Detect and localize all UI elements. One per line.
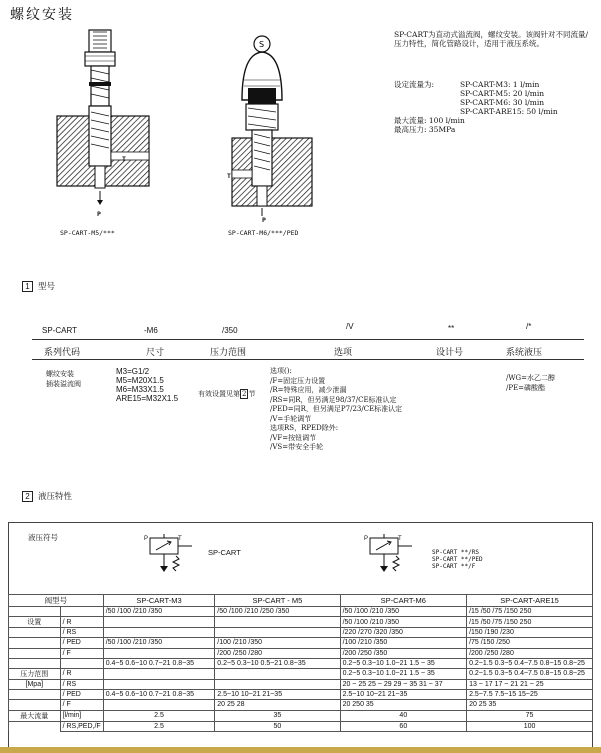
header-series: 系列代码 [44,348,81,358]
table-cell-m5: 35 [215,710,340,721]
table-cell-m6: /200 /250 /350 [340,648,467,658]
section-1-title: 型号 [38,281,56,291]
code-option: /V [346,322,354,331]
model-code-row [32,318,584,340]
table-cell-m6: 60 [340,721,467,731]
code-pressure: /350 [222,326,238,335]
table-cell-m5: /200 /250 /280 [215,648,340,658]
size-item: ARE15=M32X1.5 [116,394,179,403]
table-cell-m6: /50 /100 /210 /350 [340,607,467,617]
table-cell-m5: /100 /210 /350 [215,638,340,648]
table-cell-group [9,721,61,731]
table-cell-m5: 0.2~5 0.3~10 0.5~21 0.8~35 [215,658,340,668]
table-cell-group: 压力范围 [9,668,61,679]
table-cell-sub [60,658,103,668]
section-2-heading [22,490,72,502]
table-cell-sub: / R [60,668,103,679]
header-design: 设计号 [436,348,464,358]
hydraulic-symbol-right-icon [360,534,420,582]
option-item: 选项(): [270,367,292,375]
table-cell-m3: 0.4~5 0.6~10 0.7~21 0.8~35 [103,690,215,700]
spec-block [394,80,558,134]
pressure-note-ref[interactable]: 2 [242,390,247,398]
flow-m5: SP-CART-M5: 20 l/min [460,89,545,98]
table-row [9,690,593,700]
table-cell-m6: 20 250 35 [340,700,467,710]
flow-label: 设定流量为: [394,80,435,89]
size-item: M3=G1/2 [116,367,150,376]
valve-cross-section-left [55,26,155,216]
table-cell-m5 [215,617,340,628]
table-cell-group [9,700,61,710]
table-cell-m6: /100 /210 /350 [340,638,467,648]
table-cell-sub: / RS,PED,/F [60,721,103,731]
table-cell-are: 13 ~ 17 17 ~ 21 21 ~ 25 [467,679,593,689]
table-cell-m3 [103,648,215,658]
option-item: /RS=同R，但另满足98/37/CE标准认定 [270,395,397,404]
table-cell-m5 [215,668,340,679]
table-cell-m3: /50 /100 /210 /350 [103,638,215,648]
footer-bar [0,747,601,753]
page-title: 螺纹安装 [10,7,74,23]
pressure-note-text: 有效设置见第 [198,390,240,398]
table-cell-are: 75 [467,710,593,721]
table-cell-m5 [215,679,340,689]
table-cell-m6: 20 ~ 25 25 ~ 29 29 ~ 35 31 ~ 37 [340,679,467,689]
header-cell: SP-CART-M6 [340,595,467,607]
table-row [9,721,593,731]
option-item: /VS=带安全手轮 [270,443,324,451]
table-cell-are: /75 /150 /250 [467,638,593,648]
option-item: /V=手轮调节 [270,414,312,423]
section-2-title: 液压特性 [38,491,73,501]
port-t-label: T [122,155,126,163]
pressure-note-suffix: 节 [248,390,256,398]
table-cell-are: 0.2~1.5 0.3~5 0.4~7.5 0.8~15 0.8~25 [467,668,593,679]
header-size: 尺寸 [146,348,165,358]
symbol-right-line: SP-CART **/RS [432,549,479,556]
table-cell-group: 最大流量 [9,710,61,721]
table-row [9,607,593,617]
table-cell-m3: 2.5 [103,710,215,721]
valve-cross-section-right [230,30,320,220]
table-cell-sub: / R [60,617,103,628]
max-flow: 最大流量: 100 l/min [394,116,465,125]
port-p-label: P [97,210,101,218]
table-cell-m3 [103,668,215,679]
table-row [9,710,593,721]
figure-caption-left: SP-CART-M5/*** [60,229,115,237]
header-cell: SP-CART-ARE15 [467,595,593,607]
header-cell: SP-CART-M3 [103,595,215,607]
model-description-row [32,360,584,460]
table-cell-sub: [l/min] [60,710,103,721]
header-cell: 阀型号 [9,595,104,607]
fluid-item: /WG=水乙二醇 [506,374,556,382]
symbol-right-t: T [398,536,402,542]
symbol-label: 液压符号 [28,533,58,542]
table-cell-group [9,638,61,648]
series-desc-line: 螺纹安装 [46,370,74,378]
symbol-right-p: P [364,536,369,542]
table-cell-m5: 2.5~10 10~21 21~35 [215,690,340,700]
max-pressure: 最高压力: 35MPa [394,125,456,134]
table-row [9,628,593,638]
size-list [116,367,178,403]
table-row [9,668,593,679]
table-cell-m6: /50 /100 /210 /350 [340,617,467,628]
table-cell-sub: / RS [60,628,103,638]
table-cell-m3: 0.4~5 0.6~10 0.7~21 0.8~35 [103,658,215,668]
figure-caption-right: SP-CART-M6/***/PED [228,229,299,237]
table-row [9,648,593,658]
size-item: M5=M20X1.5 [116,376,164,385]
table-cell-m6: 0.2~5 0.3~10 1.0~21 1.5 ~ 35 [340,668,467,679]
model-header-row [32,340,584,360]
table-cell-m6: 40 [340,710,467,721]
series-desc [46,370,81,389]
table-cell-group [9,658,61,668]
table-cell-are: /200 /250 /280 [467,648,593,658]
code-design: ** [448,324,455,333]
table-cell-m3: /50 /100 /210 /350 [103,607,215,617]
options-list [270,367,402,453]
model-code-table [32,318,584,460]
table-cell-m5 [215,628,340,638]
port-t-label-right: T [227,172,231,180]
table-cell-are: 100 [467,721,593,731]
table-cell-m3: 2.5 [103,721,215,731]
table-row [9,617,593,628]
table-cell-sub: / RS [60,679,103,689]
fluid-item: /PE=磷酸酯 [506,383,546,392]
svg-text:S: S [259,40,265,49]
option-item: 选项RS，RPED除外: [270,424,339,432]
header-fluid: 系统液压 [506,348,543,358]
header-option: 选项 [334,348,353,358]
table-cell-are: 20 25 35 [467,700,593,710]
option-item: /R=特殊应用，减少泄漏 [270,386,347,394]
symbol-left-t: T [178,536,182,542]
table-cell-group: 设置 [9,617,61,628]
table-cell-sub: / PED [60,690,103,700]
table-cell-sub [60,607,103,617]
table-row [9,700,593,710]
symbol-right-line: SP-CART **/F [432,563,476,570]
flow-m6: SP-CART-M6: 30 l/min [460,98,545,107]
table-cell-m3 [103,700,215,710]
table-cell-are: /15 /50 /75 /150 250 [467,617,593,628]
symbol-right-line: SP-CART **/PED [432,556,483,563]
option-item: /PED=同R，但另满足P7/23/CE标准认定 [270,405,403,413]
size-item: M6=M33X1.5 [116,385,164,394]
code-series: SP-CART [42,326,77,335]
table-cell-are: 0.2~1.5 0.3~5 0.4~7.5 0.8~15 0.8~25 [467,658,593,668]
option-item: /VF=按钮调节 [270,433,317,442]
fluid-list [506,374,555,393]
table-cell-sub: / F [60,700,103,710]
table-row [9,658,593,668]
table-cell-sub: / F [60,648,103,658]
section-1-number: 1 [22,281,33,292]
option-item: /F=固定压力设置 [270,376,326,385]
section-1-heading [22,280,55,292]
header-pressure: 压力范围 [210,348,247,358]
table-cell-group [9,607,61,617]
section-2-number: 2 [22,491,33,502]
table-cell-m5: 20 25 28 [215,700,340,710]
table-cell-m5: /50 /100 /210 /250 /350 [215,607,340,617]
table-cell-are: /150 /190 /230 [467,628,593,638]
table-cell-group [9,628,61,638]
table-cell-m5: 50 [215,721,340,731]
symbol-left-text: SP-CART [208,548,241,557]
hydraulic-characteristics-table [8,594,593,732]
table-cell-m3 [103,617,215,628]
table-cell-m6: /220 /270 /320 /350 [340,628,467,638]
pressure-note [198,390,255,400]
code-size: -M6 [144,326,158,335]
table-row [9,638,593,648]
flow-m3: SP-CART-M3: 1 l/min [460,80,540,89]
table-cell-are: /15 /50 /75 /150 250 [467,607,593,617]
table-cell-group [9,648,61,658]
flow-are15: SP-CART-ARE15: 50 l/min [460,107,558,116]
table-header-row [9,595,593,607]
table-row [9,679,593,689]
table-cell-m6: 0.2~5 0.3~10 1.0~21 1.5 ~ 35 [340,658,467,668]
table-cell-group [9,690,61,700]
symbol-left-p: P [144,536,149,542]
code-fluid: /* [526,322,532,331]
table-cell-group: [Mpa] [9,679,61,689]
table-cell-m3 [103,628,215,638]
table-cell-are: 2.5~7.5 7.5~15 15~25 [467,690,593,700]
series-desc-line: 插装溢流阀 [46,379,81,388]
hydraulic-symbol-left-icon [140,534,200,582]
header-cell: SP-CART - M5 [215,595,340,607]
port-p-label-right: P [262,216,266,224]
intro-text: SP-CART为直动式溢流阀，螺纹安装。该阀针对不同流量/压力特性，简化管路设计，适用于液压系统。 [394,30,589,48]
table-cell-sub: / PED [60,638,103,648]
symbol-right-text [432,549,483,570]
table-cell-m6: 2.5~10 10~21 21~35 [340,690,467,700]
table-cell-m3 [103,679,215,689]
